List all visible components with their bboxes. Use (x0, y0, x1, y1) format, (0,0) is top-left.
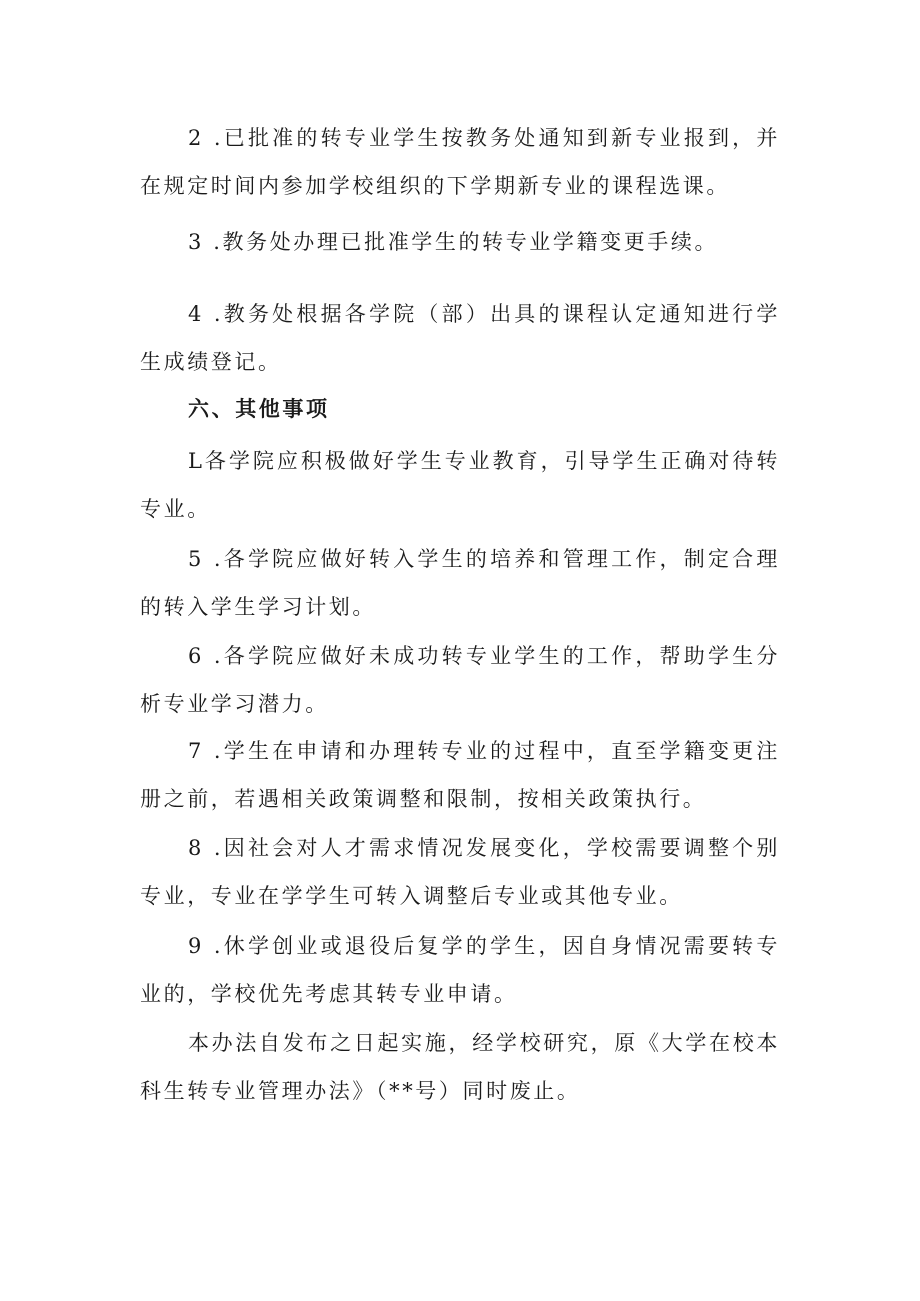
paragraph-item-L: L各学院应积极做好学生专业教育，引导学生正确对待转专业。 (140, 449, 780, 521)
paragraph-item-4: 4 .教务处根据各学院（部）出具的课程认定通知进行学生成绩登记。 (140, 302, 780, 374)
paragraph-item-7: 7 .学生在申请和办理转专业的过程中，直至学籍变更注册之前，若遇相关政策调整和限制，按相关政策执行。 (140, 739, 780, 811)
closing-paragraph: 本办法自发布之日起实施，经学校研究，原《大学在校本科生转专业管理办法》（**号）同时废止。 (140, 1031, 780, 1103)
paragraph-item-3: 3 .教务处办理已批准学生的转专业学籍变更手续。 (188, 230, 719, 254)
section-heading-6: 六、其他事项 (188, 397, 330, 421)
paragraph-item-6: 6 .各学院应做好未成功转专业学生的工作，帮助学生分析专业学习潜力。 (140, 644, 780, 716)
paragraph-item-8: 8 .因社会对人才需求情况发展变化，学校需要调整个别专业，专业在学学生可转入调整后专业或其他专业。 (140, 836, 780, 908)
paragraph-item-5: 5 .各学院应做好转入学生的培养和管理工作，制定合理的转入学生学习计划。 (140, 547, 780, 619)
paragraph-item-2: 2 .已批准的转专业学生按教务处通知到新专业报到，并在规定时间内参加学校组织的下学期新专业的课程选课。 (140, 126, 780, 198)
paragraph-item-9: 9 .休学创业或退役后复学的学生，因自身情况需要转专业的，学校优先考虑其转专业申请。 (140, 934, 780, 1006)
